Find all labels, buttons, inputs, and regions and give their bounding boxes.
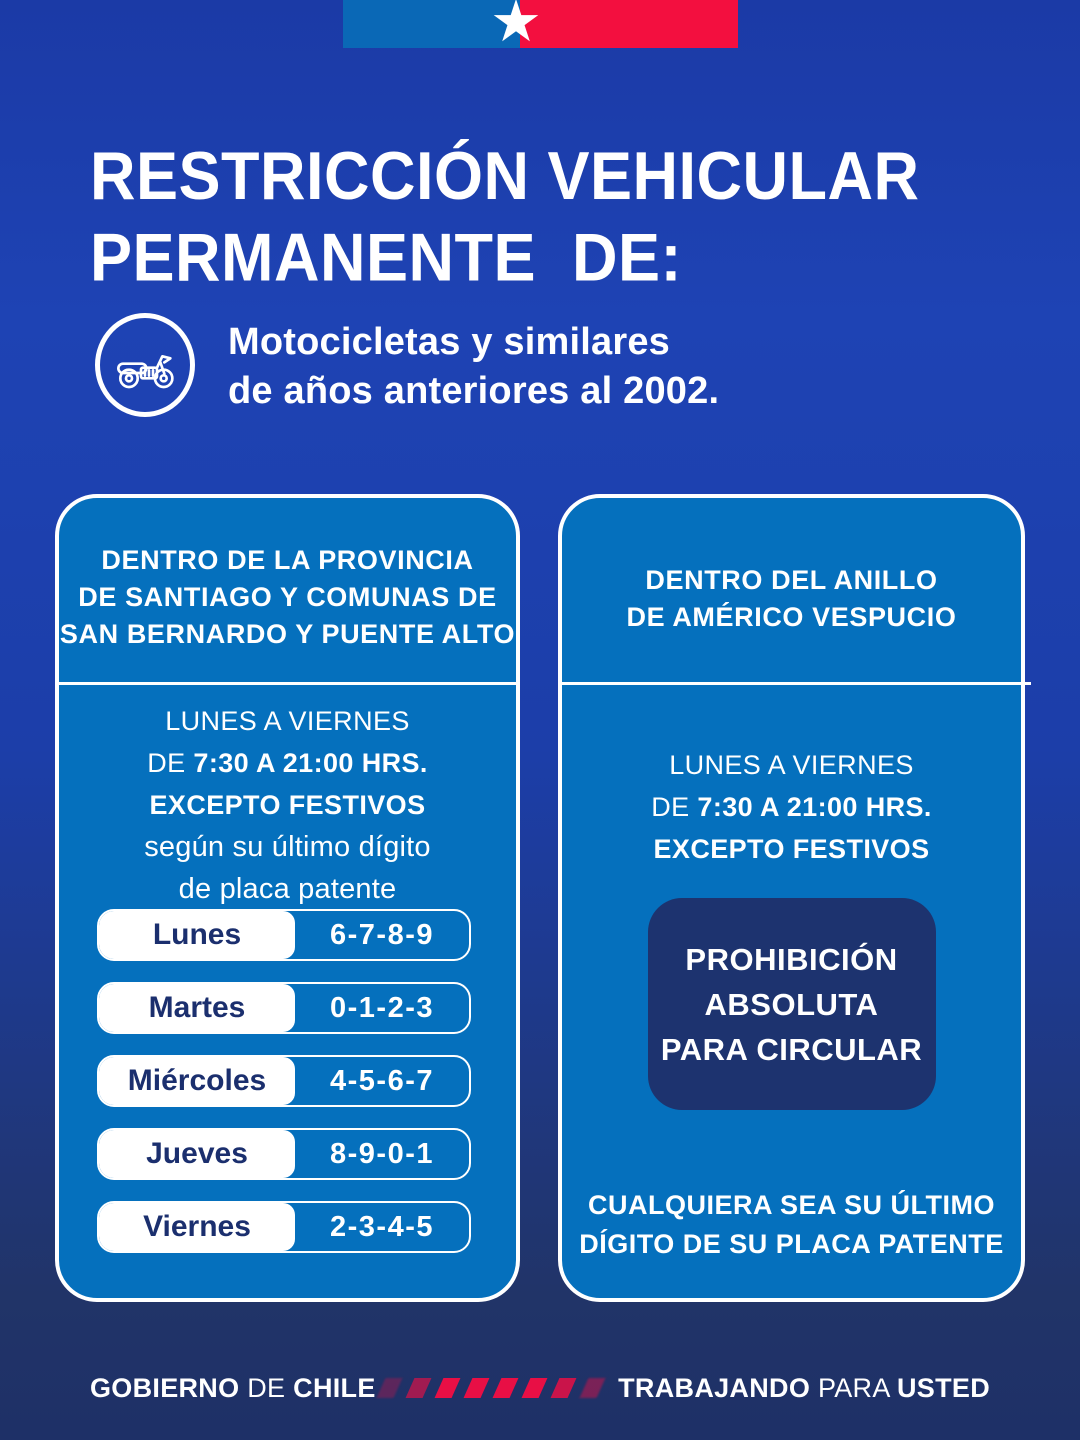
red-dashes-separator-icon xyxy=(381,1378,613,1398)
subject-text xyxy=(228,318,719,416)
table-row-jueves xyxy=(97,1128,471,1180)
digits-value: 0-1-2-3 xyxy=(330,991,434,1024)
subject-line1: Motocicletas y similares xyxy=(228,321,671,363)
table-row-miercoles xyxy=(97,1055,471,1107)
left-panel-schedule: LUNES A VIERNES DE 7:30 A 21:00 HRS. EXCEPTO FESTIVOS según su último dígito de placa patente xyxy=(144,706,431,905)
right-panel-header: DENTRO DEL ANILLO DE AMÉRICO VESPUCIO xyxy=(626,565,957,632)
footer-trabajando-para-usted: TRABAJANDO PARA USTED xyxy=(618,1372,990,1403)
left-panel-header: DENTRO DE LA PROVINCIA DE SANTIAGO Y COMUNAS DE SAN BERNARDO Y PUENTE ALTO xyxy=(59,545,516,649)
right-panel-schedule: LUNES A VIERNES DE 7:30 A 21:00 HRS. EXCEPTO FESTIVOS xyxy=(651,750,932,864)
table-row-viernes xyxy=(97,1201,471,1253)
page-title-line2: PERMANENTE DE: xyxy=(90,220,683,296)
day-label: Viernes xyxy=(99,1203,295,1251)
motorcycle-badge xyxy=(95,313,195,417)
table-row-lunes xyxy=(97,909,471,961)
day-label: Jueves xyxy=(99,1130,295,1178)
footer xyxy=(90,1368,990,1408)
table-row-martes xyxy=(97,982,471,1034)
day-label: Lunes xyxy=(99,911,295,959)
prohibition-box: PROHIBICIÓN ABSOLUTA PARA CIRCULAR xyxy=(648,898,936,1110)
right-panel-divider xyxy=(562,682,1031,685)
day-digit-table xyxy=(97,909,471,1274)
footer-gobierno-de-chile: GOBIERNO DE CHILE xyxy=(90,1372,376,1403)
digits-value: 4-5-6-7 xyxy=(330,1064,434,1097)
digits-value: 6-7-8-9 xyxy=(330,918,434,951)
chile-flag xyxy=(343,0,738,55)
subject-line2: de años anteriores al 2002. xyxy=(228,370,720,412)
page-title xyxy=(90,136,920,299)
panel-provincia-santiago xyxy=(55,494,520,1302)
left-panel-divider xyxy=(59,682,516,685)
right-panel-footnote: CUALQUIERA SEA SU ÚLTIMO DÍGITO DE SU PLACA PATENTE xyxy=(579,1190,1004,1259)
page-title-line1: RESTRICCIÓN VEHICULAR xyxy=(90,139,920,215)
day-label: Miércoles xyxy=(99,1057,295,1105)
panel-anillo-vespucio xyxy=(558,494,1025,1302)
day-label: Martes xyxy=(99,984,295,1032)
digits-value: 2-3-4-5 xyxy=(330,1210,434,1243)
digits-value: 8-9-0-1 xyxy=(330,1137,434,1170)
motorcycle-icon xyxy=(111,333,179,397)
flag-star-icon: ★ xyxy=(490,0,542,55)
flag-red-field xyxy=(520,0,738,48)
